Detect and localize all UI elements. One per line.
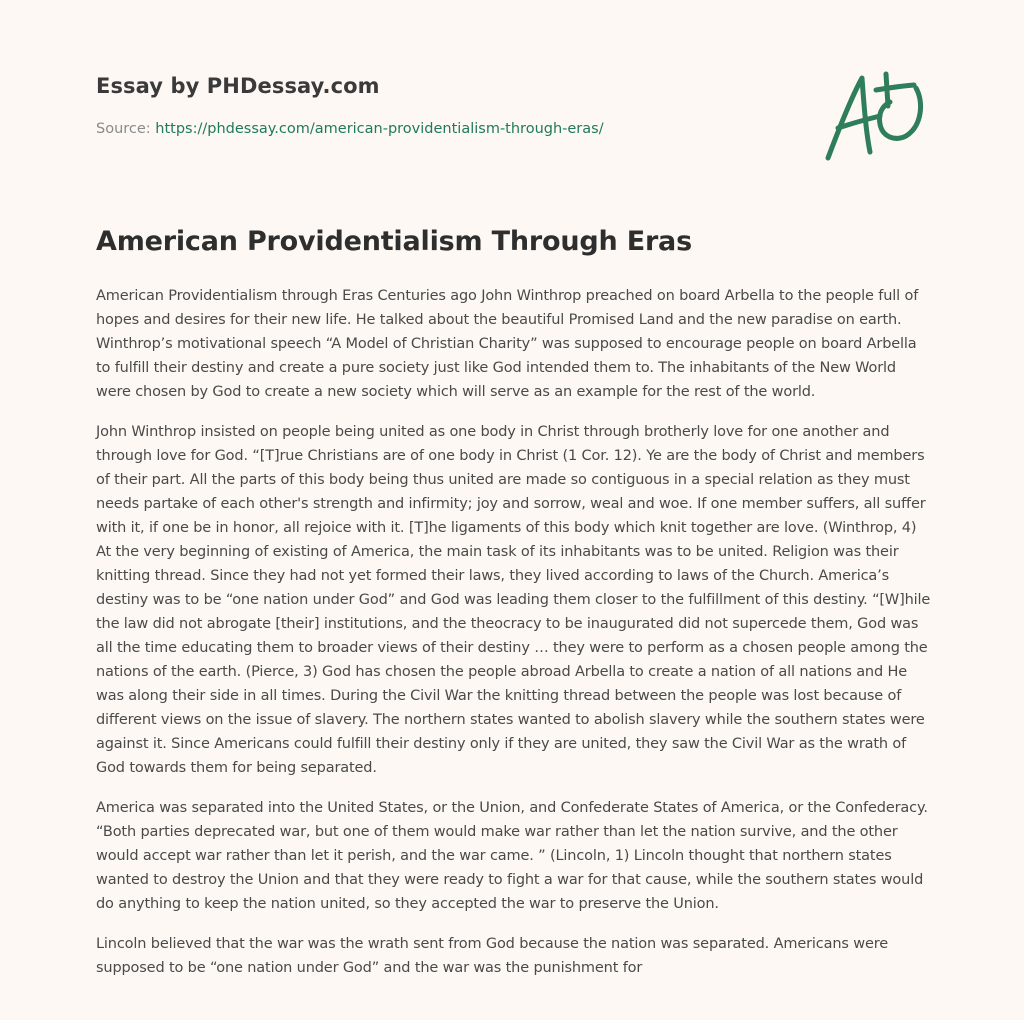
site-title: Essay by PHDessay.com [96, 74, 380, 98]
a-plus-logo [820, 66, 930, 166]
page-header [96, 74, 796, 137]
paragraph: John Winthrop insisted on people being united as one body in Christ through brotherly love for one another and through love for God. “[T]rue Christians are of one body in Christ (1 Cor. 12). Ye are the body of Christ and members of their part. All the parts of this body being thus united are made so contiguous in a special relation as they must needs partake of each other's strength and infirmity; joy and sorrow, weal and woe. If one member suffers, all suffer with it, if one be in honor, all rejoice with it. [T]he ligaments of this body which knit together are love. (Winthrop, 4) At the very beginning of existing of America, the main task of its inhabitants was to be united. Religion was their knitting thread. Since they had not yet formed their laws, they lived according to laws of the Church. America’s destiny was to be “one nation under God” and God was leading them closer to the fulfillment of this destiny. “[W]hile the law did not abrogate [their] institutions, and the theocracy to be inaugurated did not supercede them, God was all the time educating them to broader views of their destiny … they were to perform as a chosen people among the nations of the earth. (Pierce, 3) God has chosen the people abroad Arbella to create a nation of all nations and He was along their side in all times. During the Civil War the knitting thread between the people was lost because of different views on the issue of slavery. The northern states wanted to abolish slavery while the southern states were against it. Since Americans could fulfill their destiny only if they are united, they saw the Civil War as the wrath of God towards them for being separated. [96, 424, 931, 776]
source-link[interactable]: https://phdessay.com/american-providentialism-through-eras/ [155, 121, 604, 137]
paragraph: America was separated into the United States, or the Union, and Confederate States of America, or the Confederacy. “Both parties deprecated war, but one of them would make war rather than let the nation survive, and the other would accept war rather than let it perish, and the war came. ” (Lincoln, 1) Lincoln thought that northern states wanted to destroy the Union and that they were ready to fight a war for that cause, while the southern states would do anything to keep the nation united, so they accepted the war to preserve the Union. [96, 800, 928, 912]
source-label: Source: [96, 121, 151, 137]
paragraph: American Providentialism through Eras Centuries ago John Winthrop preached on board Arbella to the people full of hopes and desires for their new life. He talked about the beautiful Promised Land and the new paradise on earth. Winthrop’s motivational speech “A Model of Christian Charity” was supposed to encourage people on board Arbella to fulfill their destiny and create a pure society just like God intended them to. The inhabitants of the New World were chosen by God to create a new society which will serve as an example for the rest of the world. [96, 288, 919, 400]
article-body [96, 284, 932, 996]
source-line [96, 121, 796, 137]
paragraph: Lincoln believed that the war was the wrath sent from God because the nation was separated. Americans were supposed to be “one nation under God” and the war was the punishment for [96, 936, 888, 976]
article-title: American Providentialism Through Eras [96, 226, 692, 257]
